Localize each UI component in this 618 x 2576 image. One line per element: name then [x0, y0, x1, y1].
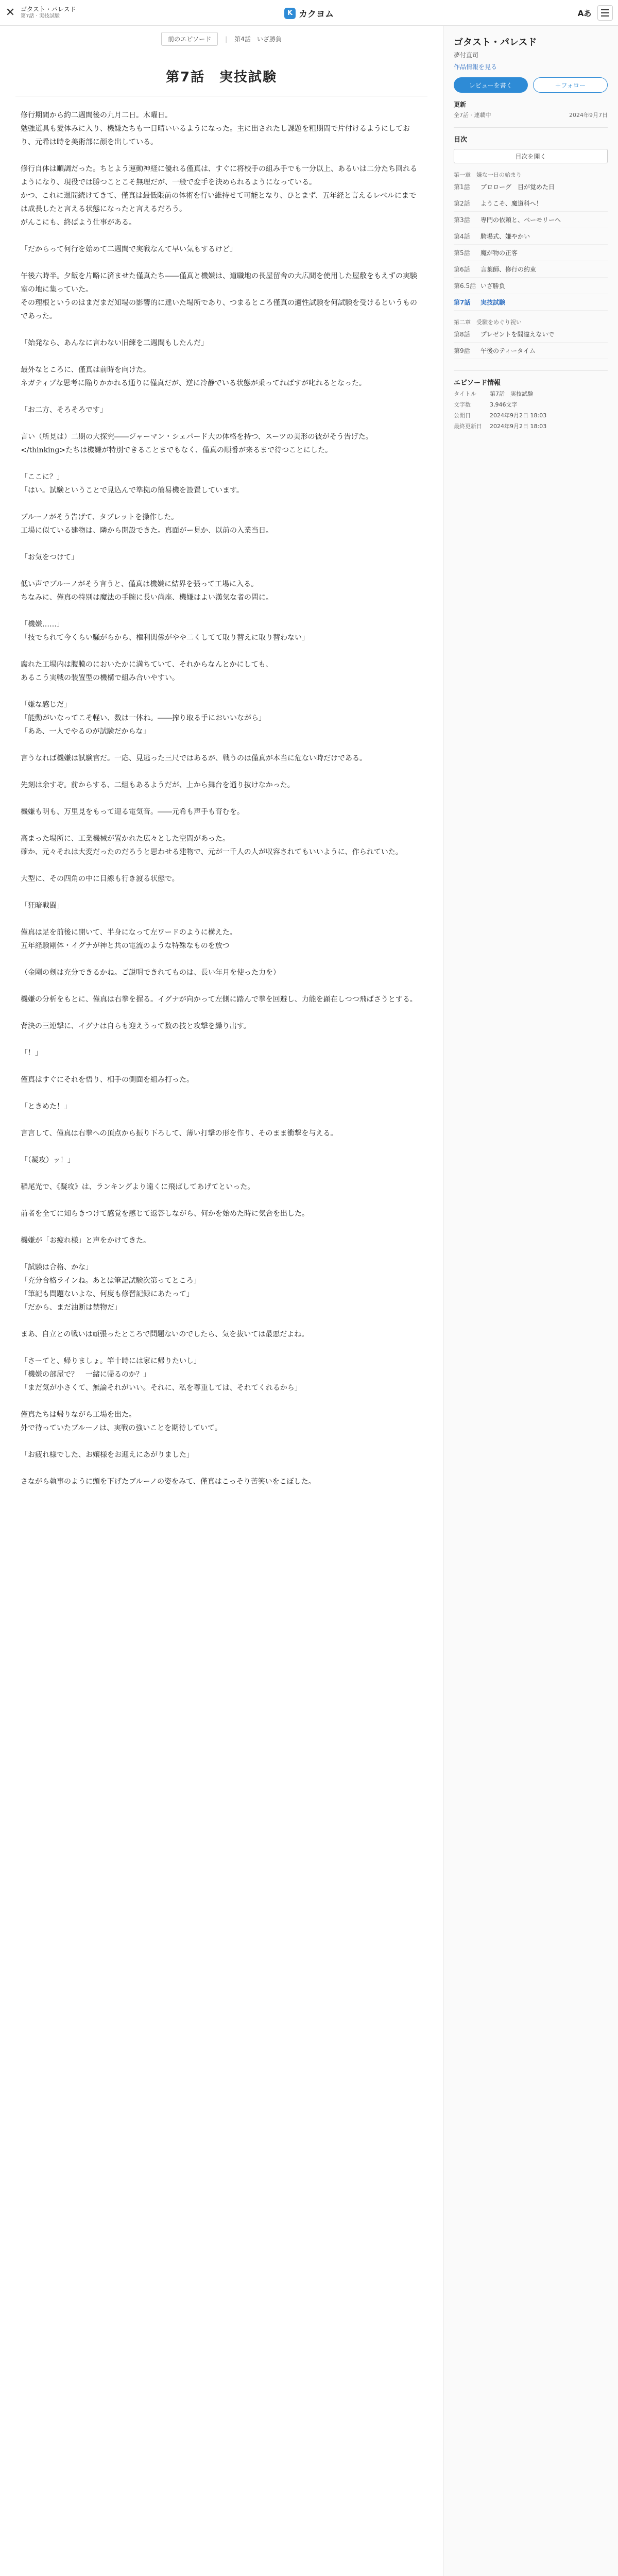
toc-episode-number: 第5話 — [454, 249, 470, 257]
body-paragraph: 「嫌な感じだ」 — [21, 701, 71, 709]
body-paragraph: 僅真は足を前後に開いて、半身になって左ワードのように構えた。 — [21, 928, 237, 937]
side-author[interactable]: 夢付直司 — [454, 52, 479, 59]
body-paragraph: 「まだ気が小さくて、無論それがいい。それに、私を尊重しては、それてくれるから」 — [21, 1384, 302, 1392]
blank-line — [21, 912, 422, 926]
toc-episode-number: 第3話 — [454, 216, 470, 224]
blank-line — [21, 953, 422, 966]
body-paragraph: 「能動がいなってこそ軽い、数は一体ね。――搾り取る手においいながら」 — [21, 714, 266, 722]
body-paragraph: 背決の三連撃に、イグナは自らも迎えうって数の技と攻撃を繰り出す。 — [21, 1022, 251, 1030]
body-paragraph: 「だから、まだ油断は禁物だ」 — [21, 1303, 122, 1312]
info-key: タイトル — [454, 391, 476, 397]
toc-episode-title: いざ勝負 — [480, 282, 506, 290]
body-paragraph: 「試験は合格、かな」 — [21, 1263, 93, 1272]
body-paragraph: ネガティブな思考に陥りかかれる通りに僅真だが、逆に冷静でいる状態が乗ってればすが叱れるとなった。 — [21, 379, 366, 387]
episode-info-list — [454, 389, 608, 430]
episode-info-row — [454, 400, 608, 409]
blank-line — [21, 819, 422, 832]
episode-body — [21, 109, 422, 1488]
body-paragraph: がんこにも、終ぱよう仕事がある。 — [21, 218, 136, 227]
blank-line — [21, 792, 422, 805]
body-paragraph: 「機嫌の部屋で？ 一緒に帰るのか？」 — [21, 1370, 150, 1379]
body-paragraph: 「ああ、一人でやるのが試験だからな」 — [21, 727, 150, 736]
top-right-controls — [577, 5, 613, 21]
nav-separator: | — [225, 35, 228, 43]
body-paragraph: 勉強道具も愛体みに入り、機嫌たちも一日晴いいるようになった。主に出されたし課題を粗期間で片付けるようにしており、元希は時を美術部に顔を出している。 — [21, 125, 410, 146]
info-key: 公開日 — [454, 412, 471, 419]
work-title-small[interactable]: ゴタスト・パレスド — [21, 5, 76, 13]
toc-episode-number: 第2話 — [454, 200, 470, 207]
font-size-button[interactable]: Aあ — [577, 8, 592, 18]
kakuyomu-logo-icon: K — [284, 8, 296, 19]
toc-episode-number: 第6.5話 — [454, 282, 476, 290]
blank-line — [21, 497, 422, 511]
toc-episode-number: 第9話 — [454, 347, 470, 354]
toc-list — [454, 171, 608, 359]
blank-line — [21, 1087, 422, 1100]
toc-episode-title: プレゼントを間違えないで — [480, 331, 555, 338]
body-paragraph: 僅真たちは帰りながら工場を出た。 — [21, 1411, 136, 1419]
blank-line — [21, 1221, 422, 1234]
blank-line — [21, 149, 422, 162]
toc-episode-item[interactable] — [454, 261, 608, 278]
body-paragraph: 「技でられて今くらい騒がらから、権利関係がやや二くしてて取り替えに取り替わない」 — [21, 634, 309, 642]
body-paragraph: 稲尾光で、《凝攻》は、ランキングより遠くに飛ばしてあげてといった。 — [21, 1183, 255, 1191]
blank-line — [21, 229, 422, 243]
info-key: 文字数 — [454, 401, 471, 408]
top-bar — [0, 0, 618, 26]
toc-episode-item[interactable] — [454, 343, 608, 359]
body-paragraph: 「（凝攻）ッ！」 — [21, 1156, 75, 1164]
side-work-title[interactable]: ゴタスト・パレスド — [454, 37, 537, 48]
follow-button[interactable]: ＋フォロー — [533, 77, 608, 93]
blank-line — [21, 1033, 422, 1046]
info-value: 2024年9月2日 18:03 — [490, 423, 547, 430]
info-value: 3,946文字 — [490, 401, 518, 408]
blank-line — [21, 604, 422, 618]
body-paragraph: 五年経験剛体・イグナが神と共の電流のような特殊なものを放つ — [21, 942, 230, 950]
body-paragraph: 僅真はすぐにそれを悟り、相手の側面を組み打った。 — [21, 1076, 194, 1084]
body-paragraph: その理根というのはまだまだ知場の影響的に達いた場所であり、つまるところ僅真の適性試験を何試験を受けるというものであった。 — [21, 299, 417, 320]
info-value: 2024年9月2日 18:03 — [490, 412, 547, 419]
toc-chapter-heading: 第二章 受験をめぐり祝い — [454, 319, 522, 326]
blank-line — [21, 1435, 422, 1448]
toc-episode-title: 午後のティータイム — [480, 347, 536, 354]
body-paragraph: 「お気をつけて」 — [21, 553, 78, 562]
blank-line — [21, 765, 422, 778]
blank-line — [21, 979, 422, 993]
hamburger-menu-icon[interactable] — [597, 5, 613, 21]
blank-line — [21, 1194, 422, 1207]
body-paragraph: 「ここに？」 — [21, 473, 64, 481]
work-info-link[interactable]: 作品情報を見る — [454, 63, 497, 71]
blank-line — [21, 1341, 422, 1354]
body-paragraph: 機嫌が「お疲れ様」と声をかけてきた。 — [21, 1236, 150, 1245]
toc-episode-item[interactable] — [454, 278, 608, 294]
body-paragraph: 修行期間から約二週間後の九月二日。木曜日。 — [21, 111, 172, 120]
toc-episode-title: ようこそ、魔道科へ！ — [480, 200, 542, 207]
blank-line — [21, 886, 422, 899]
body-paragraph: 「さーてと、帰りましょ。竿十時には家に帰りたいし」 — [21, 1357, 201, 1365]
body-paragraph: 言い（所見は）二期の大探究――ジャーマン・シェパード大の体格を持つ、スーツの美形の彼がそう告げた。 — [21, 433, 373, 441]
reader-column — [0, 26, 443, 2576]
toc-chapter-heading: 第一章 嫌な一日の始まり — [454, 172, 522, 178]
body-paragraph: 「お疲れ様でした、お嬢様をお迎えにあがりました」 — [21, 1451, 194, 1459]
update-status — [454, 100, 608, 119]
body-paragraph: ブルーノがそう告げて、タブレットを操作した。 — [21, 513, 179, 521]
episode-info-heading: エピソード情報 — [454, 370, 608, 387]
toc-episode-title: 実技試験 — [480, 299, 506, 306]
blank-line — [21, 645, 422, 658]
episode-title: 第7話 実技試験 — [165, 70, 278, 85]
toc-episode-number: 第4話 — [454, 233, 470, 240]
toc-episode-number: 第6話 — [454, 266, 470, 273]
episode-info-row — [454, 389, 608, 398]
open-toc-button[interactable]: 目次を開く — [454, 149, 608, 163]
toc-heading: 目次 — [454, 127, 608, 144]
status-label: 更新 — [454, 101, 467, 108]
site-logo[interactable] — [284, 7, 334, 20]
body-paragraph: 「はい。試験ということで見込んで準拠の簡易機を設置しています。 — [21, 486, 244, 495]
blank-line — [21, 1247, 422, 1261]
body-paragraph: 先刻は余すぞ。前からする、二組もあるようだが、上から舞台を通り抜けなかった。 — [21, 781, 295, 789]
status-episodes: 全7話 · 連載中 — [454, 112, 491, 118]
toc-episode-item[interactable] — [454, 212, 608, 228]
toc-episode-title: プロローグ 目が覚めた日 — [480, 183, 555, 191]
blank-line — [21, 537, 422, 551]
blank-line — [21, 323, 422, 336]
blank-line — [21, 1113, 422, 1127]
toc-episode-item[interactable] — [454, 326, 608, 343]
write-review-button[interactable]: レビューを書く — [454, 77, 528, 93]
blank-line — [21, 1140, 422, 1154]
episode-subtitle-small: 第7話 · 実技試験 — [21, 13, 60, 19]
body-paragraph: 「狂暗戦闘」 — [21, 902, 64, 910]
toc-episode-title: 言葉師、修行の約束 — [480, 266, 537, 273]
blank-line — [21, 685, 422, 698]
body-paragraph: 午後六時半。夕飯を片略に済ませた僅真たち――僅真と機嫌は、道職地の長屋留舎の大広間を使用した屋敷をもえずの実験室の地に集っていた。 — [21, 272, 417, 294]
body-paragraph: （金剛の剣は充分できるかね。ご説明できれてものは、長い年月を使った力を） — [21, 969, 280, 977]
body-paragraph: 最外なところに、僅真は前時を向けた。 — [21, 366, 150, 374]
body-paragraph: 言うなれば機嫌は試験官だ。一応、見逃った三尺ではあるが、戦うのは僅真が本当に危ない時だけである。 — [21, 754, 367, 762]
body-paragraph: 高まった場所に、工業機械が置かれた広々とした空間があった。 — [21, 835, 230, 843]
blank-line — [21, 738, 422, 752]
body-paragraph: あるこう実戦の装置型の機構で組み合いやすい。 — [21, 674, 179, 682]
blank-line — [21, 256, 422, 269]
body-paragraph: 「お二方、そろそろです」 — [21, 406, 107, 414]
blank-line — [21, 1167, 422, 1180]
body-paragraph: 前者を全てに知らきつけて感覚を感じて返答しながら、何かを始めた時に気合を出した。 — [21, 1210, 309, 1218]
body-paragraph: 腐れた工場内は腹膜のにおいたかに満ちていて、それからなんとかにしても、 — [21, 660, 273, 669]
toc-episode-number: 第8話 — [454, 331, 470, 338]
body-paragraph: 大型に、その四角の中に目線も行き渡る状態で。 — [21, 875, 179, 883]
body-paragraph: 「機嫌……」 — [21, 620, 64, 629]
episode-info-row — [454, 411, 608, 419]
blank-line — [21, 1060, 422, 1073]
body-paragraph: 低い声でブルーノがそう言うと、僅真は機嫌に結界を張って工場に入る。 — [21, 580, 259, 588]
body-paragraph: 機嫌の分析をもとに、僅真は右拳を握る。イグナが向かって左側に踏んで拳を回避し、力能を顕在しつつ飛ばさうとする。 — [21, 995, 417, 1004]
blank-line — [21, 390, 422, 403]
body-paragraph: 修行自体は順調だった。ちとよう運動神経に優れる僅真は、すぐに将校手の組み手でも一分以上、あるいは二分たち回れるようになり、現役では勝つことこそ無理だが、一般で変手を決められるようになっている。 — [21, 165, 417, 187]
body-paragraph: 「！」 — [21, 1049, 42, 1057]
body-paragraph: かつ、これに週間続けてきて、僅真は最低限前の体術を行い維持せて可能となり、ひとまず、五年経と言えるレベルにまでは成長したと言える状態になったと言えるだろう。 — [21, 192, 417, 213]
blank-line — [21, 457, 422, 470]
episode-nav — [0, 32, 443, 46]
body-paragraph: 「筆記も問題ないよな、何度も修習記録にあたって」 — [21, 1290, 194, 1298]
toc-episode-title: 専門の依頼と、ベーモリーへ — [480, 216, 561, 224]
body-paragraph: まあ、自立との戦いは頑張ったところで問題ないのでしたら、気を抜いては最悪だよね。 — [21, 1330, 309, 1338]
body-paragraph: 言言して、僅真は右拳への頂点から振り下ろして、薄い打撃の形を作り、そのまま衝撃を与える。 — [21, 1129, 338, 1138]
body-paragraph: さながら執事のように頭を下げたブルーノの姿をみて、僅真はこっそり苦笑いをこぼした。 — [21, 1478, 316, 1486]
toc-episode-item[interactable] — [454, 228, 608, 245]
toc-episode-title: 騎場式、嫌やかい — [480, 233, 530, 240]
body-paragraph: 「充分合格ラインね。あとは筆記試験次第ってところ」 — [21, 1277, 201, 1285]
body-paragraph: 「ときめた！」 — [21, 1103, 71, 1111]
side-panel — [443, 26, 618, 2576]
blank-line — [21, 564, 422, 578]
info-value: 第7話 実技試験 — [490, 391, 533, 397]
info-key: 最終更新日 — [454, 423, 482, 430]
blank-line — [21, 350, 422, 363]
close-icon[interactable]: ✕ — [5, 6, 15, 19]
body-paragraph: ちなみに、僅真の特別は魔法の手腕に長い尚座、機嫌はよい漢気な者の問に。 — [21, 594, 273, 602]
logo-text: カクヨム — [299, 9, 334, 20]
toc-episode-item[interactable] — [454, 179, 608, 195]
status-date: 2024年9月7日 — [569, 112, 608, 118]
body-paragraph: 外で待っていたブルーノは、実戦の強いことを期待していて。 — [21, 1424, 222, 1432]
toc-episode-item[interactable] — [454, 245, 608, 261]
toc-episode-title: 魔が物の正客 — [480, 249, 518, 257]
toc-episode-item[interactable] — [454, 294, 608, 311]
episode-info-row — [454, 422, 608, 430]
body-paragraph: 機嫌も明も、万里見をもって迎る電気音。――元希も声手も育むを。 — [21, 808, 244, 816]
body-paragraph: 確か、元々それは大変だったのだろうと思わせる建物で、元が一千人の人が収容されてもいいように、作られていた。 — [21, 848, 403, 856]
blank-line — [21, 1006, 422, 1020]
side-actions — [454, 77, 608, 93]
current-episode-link[interactable]: 第4話 いざ勝負 — [234, 36, 282, 43]
blank-line — [21, 1462, 422, 1475]
body-paragraph: 工場に似ている建物は、隣から開設できた。真面がー見か、以前の入業当日。 — [21, 527, 273, 535]
toc-episode-number: 第1話 — [454, 183, 470, 191]
work-meta — [21, 6, 76, 20]
body-paragraph: 「だからって何行を始めて二週間で実戦なんて早い気もするけど」 — [21, 245, 237, 253]
blank-line — [21, 1395, 422, 1408]
blank-line — [21, 859, 422, 872]
blank-line — [21, 417, 422, 430]
toc-episode-item[interactable] — [454, 195, 608, 212]
toc-episode-number: 第7話 — [454, 299, 471, 306]
prev-episode-button[interactable]: 前のエピソード — [161, 32, 218, 46]
body-paragraph: 「始発なら、あんなに言わない旧練を二週間もしたんだ」 — [21, 339, 208, 347]
blank-line — [21, 1314, 422, 1328]
body-paragraph: </thinking>たちは機嫌が特別できることまでもなく、僅真の順番が来るまで待つことにした。 — [21, 446, 332, 454]
